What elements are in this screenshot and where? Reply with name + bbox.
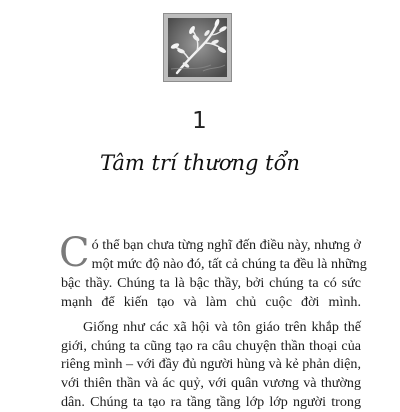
text-line: với thiên thần và ác quỷ, với quân vương và thường [61, 375, 361, 392]
text-line: riêng mình – với đầy đủ người hùng và kẻ phản diện, [61, 356, 361, 373]
tree-branch-icon [163, 13, 232, 82]
text-line: một mức độ nào đó, tất cả chúng ta đều là những [91, 255, 367, 272]
text-line: mạnh để kiến tạo và làm chủ cuộc đời mình. [61, 293, 361, 310]
drop-cap: C [59, 230, 90, 276]
text-line: giới, chúng ta cũng tạo ra câu chuyện thần thoại của [61, 337, 361, 354]
chapter-body [59, 230, 367, 412]
paragraph-2 [61, 318, 361, 412]
chapter-title: Tâm trí thương tổn [100, 151, 300, 175]
text-line: bậc thầy. Chúng ta là bậc thầy, bởi chúng ta có sức [61, 274, 361, 291]
text-line: Giống như các xã hội và tôn giáo trên khắp thế [83, 318, 361, 335]
text-line: ó thể bạn chưa từng nghĩ đến điều này, nhưng ở [91, 237, 361, 253]
paragraph-1 [59, 230, 367, 312]
text-line: dân. Chúng ta tạo ra tầng tầng lớp lớp người trong [61, 394, 361, 411]
chapter-number: 1 [192, 108, 208, 134]
